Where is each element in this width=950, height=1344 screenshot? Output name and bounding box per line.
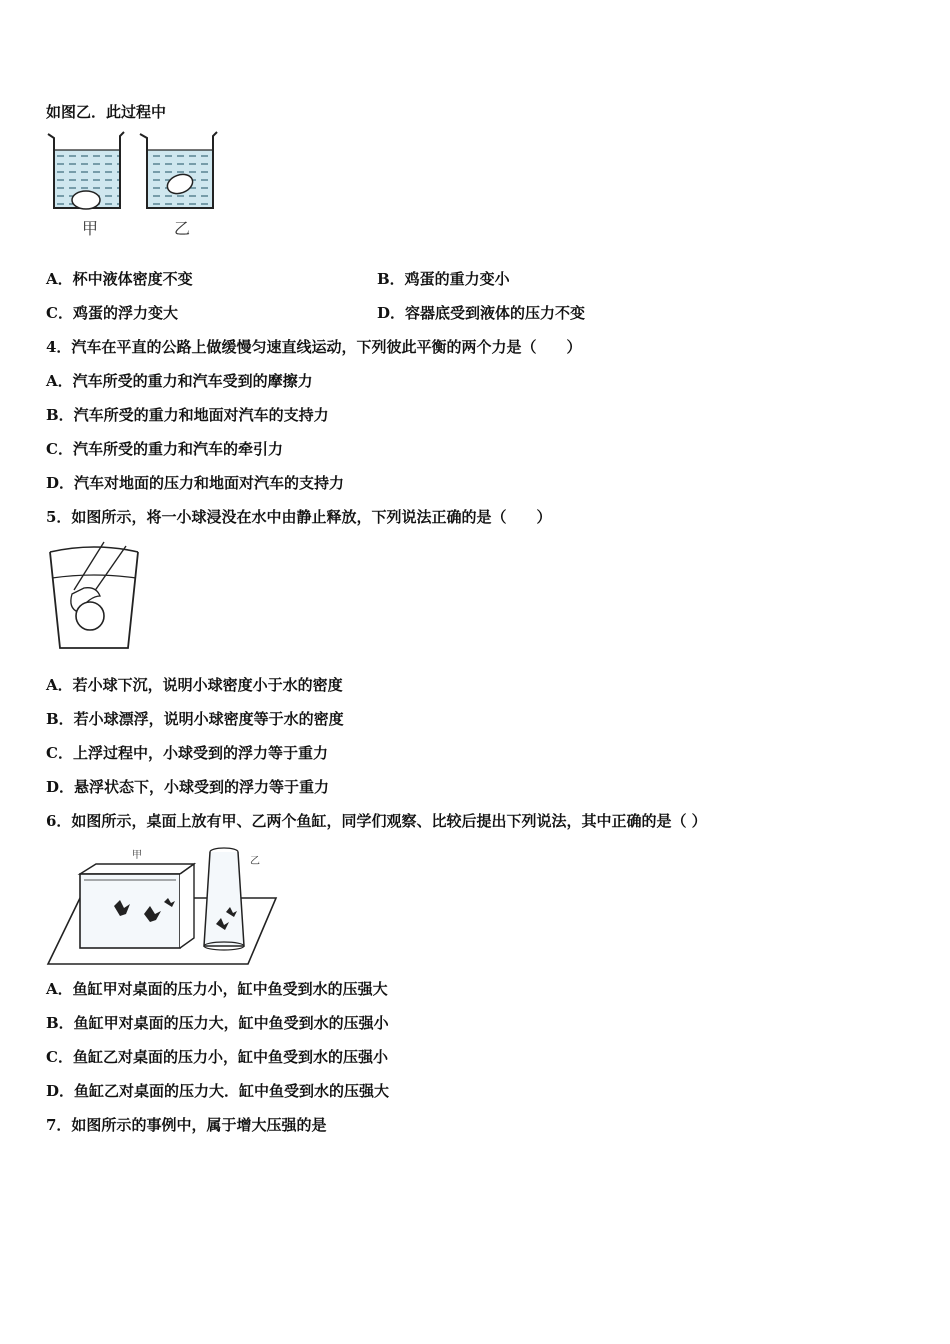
beaker-right-icon (140, 132, 217, 208)
q6-option-a: A．鱼缸甲对桌面的压力小，缸中鱼受到水的压强大 (46, 980, 388, 998)
question-continuation: 如图乙．此过程中 (46, 103, 167, 121)
fish-tank-jia-icon (80, 864, 194, 948)
beaker-right-label: 乙 (174, 219, 191, 238)
q6-stem: 6．如图所示，桌面上放有甲、乙两个鱼缸，同学们观察、比较后提出下列说法，其中正确的是（ ） (46, 812, 707, 830)
beaker-left-label: 甲 (82, 219, 99, 238)
q4-option-b: B．汽车所受的重力和地面对汽车的支持力 (46, 406, 329, 424)
q4-stem: 4．汽车在平直的公路上做缓慢匀速直线运动，下列彼此平衡的两个力是（ ） (46, 338, 582, 356)
fig-label-jia: 甲 (132, 850, 142, 861)
fish-tank-yi-icon (204, 848, 244, 950)
q5-option-c: C．上浮过程中，小球受到的浮力等于重力 (46, 744, 328, 762)
ball-icon (76, 602, 104, 630)
q3-option-d: D．容器底受到液体的压力不变 (377, 304, 586, 322)
q5-option-a: A．若小球下沉，说明小球密度小于水的密度 (46, 676, 343, 694)
hand-icon (71, 542, 126, 612)
q3-option-a: A．杯中液体密度不变 (46, 270, 193, 288)
beakers-egg-figure (44, 128, 229, 240)
q4-option-c: C．汽车所受的重力和汽车的牵引力 (46, 440, 283, 458)
q3-option-b: B．鸡蛋的重力变小 (377, 270, 510, 288)
q4-option-d: D．汽车对地面的压力和地面对汽车的支持力 (46, 474, 345, 492)
q6-option-c: C．鱼缸乙对桌面的压力小，缸中鱼受到水的压强小 (46, 1048, 388, 1066)
beaker-left-icon (48, 132, 124, 209)
fig-label-yi: 乙 (250, 856, 260, 867)
cup-ball-figure (44, 538, 144, 656)
q7-stem: 7．如图所示的事例中，属于增大压强的是 (46, 1116, 327, 1134)
q3-option-c: C．鸡蛋的浮力变大 (46, 304, 178, 322)
q5-option-d: D．悬浮状态下，小球受到的浮力等于重力 (46, 778, 330, 796)
q5-stem: 5．如图所示，将一小球浸没在水中由静止释放，下列说法正确的是（ ） (46, 508, 552, 526)
q4-option-a: A．汽车所受的重力和汽车受到的摩擦力 (46, 372, 313, 390)
q5-option-b: B．若小球漂浮，说明小球密度等于水的密度 (46, 710, 344, 728)
fish-tanks-figure (44, 842, 284, 970)
q6-option-b: B．鱼缸甲对桌面的压力大，缸中鱼受到水的压强小 (46, 1014, 389, 1032)
q6-option-d: D．鱼缸乙对桌面的压力大．缸中鱼受到水的压强大 (46, 1082, 390, 1100)
